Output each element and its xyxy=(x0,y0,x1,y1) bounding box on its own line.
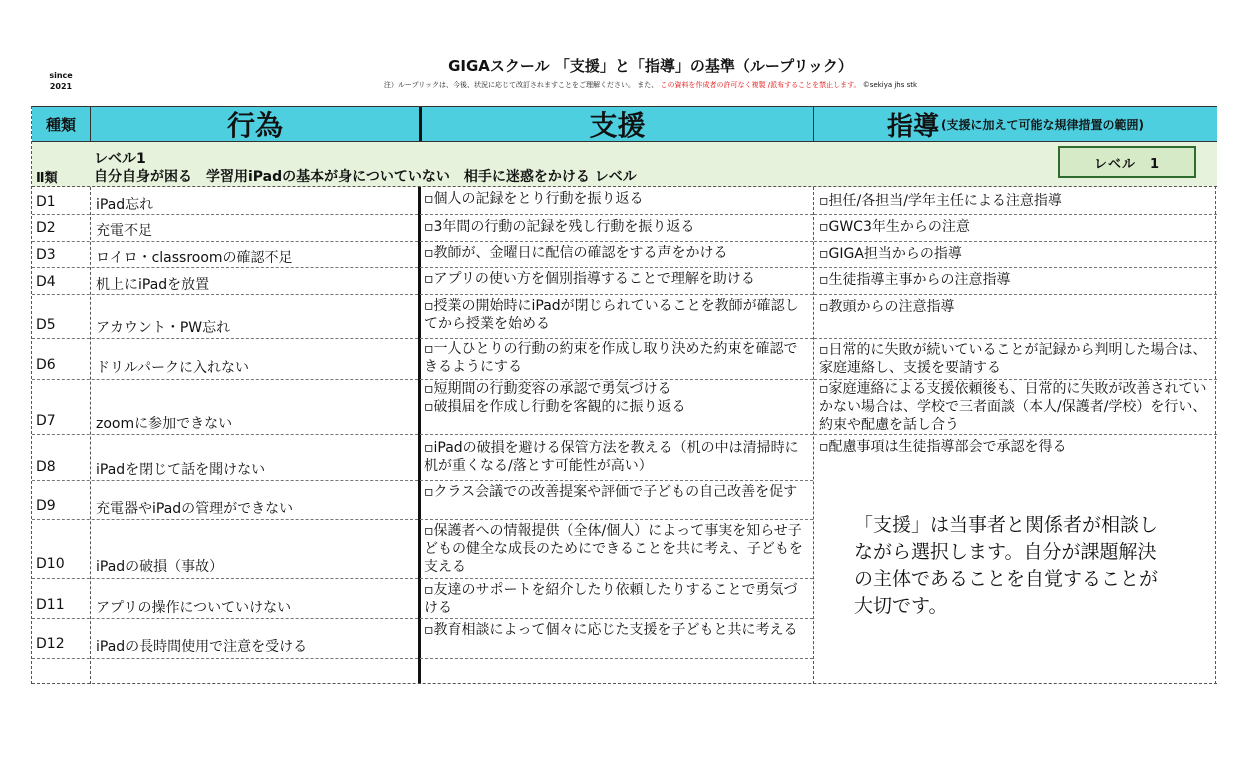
support-item: ▫iPadの破損を避ける保管方法を教える（机の中は清掃時に机が重くなる/落とす可能性が高い） xyxy=(424,440,799,474)
row-act: zoomに参加できない xyxy=(96,416,233,432)
level-title: レベル1 xyxy=(94,151,146,167)
divider xyxy=(814,434,1217,435)
row-code: D8 xyxy=(36,459,56,475)
divider xyxy=(420,294,813,295)
support-item: ▫アプリの使い方を個別指導することで理解を助ける xyxy=(424,271,755,287)
support-item: ▫一人ひとりの行動の約束を作成し取り決めた約束を確認できるようにする xyxy=(424,341,798,375)
divider xyxy=(814,338,1217,339)
divider xyxy=(418,187,421,684)
guidance-item: ▫GIGA担当からの指導 xyxy=(819,246,962,262)
col-guidance-header xyxy=(813,107,1217,141)
since-text: since xyxy=(49,71,73,80)
row-act: ドリルパークに入れない xyxy=(96,360,250,376)
row-code: D6 xyxy=(36,357,56,373)
guidance-item: ▫生徒指導主事からの注意指導 xyxy=(819,272,1011,288)
support-item: ▫破損届を作成し行動を客観的に振り返る xyxy=(424,399,686,415)
row-act: iPadを閉じて話を聞けない xyxy=(96,462,266,478)
support-item: ▫友達のサポートを紹介したり依頼したりすることで勇気づける xyxy=(424,582,798,616)
support-item: ▫教育相談によって個々に応じた支援を子どもと共に考える xyxy=(424,622,798,638)
rubric-table xyxy=(31,106,1216,684)
divider xyxy=(814,241,1217,242)
note-text: 注）ループリックは、今後、状況に応じて改訂されますことをご理解ください。 また、 xyxy=(383,81,659,89)
divider xyxy=(32,338,418,339)
divider xyxy=(420,434,813,435)
table-header xyxy=(32,106,1217,142)
divider xyxy=(32,294,418,295)
row-act: アカウント・PW忘れ xyxy=(96,320,231,336)
row-code: D12 xyxy=(36,636,65,652)
divider xyxy=(32,434,418,435)
guidance-item: ▫日常的に失敗が続いていることが記録から判明した場合は、家庭連絡し、支援を要請する xyxy=(819,342,1207,376)
support-item: ▫保護者への情報提供（全体/個人）によって事実を知らせ子どもの健全な成長のためにできることを共に考え、子どもを支える xyxy=(424,523,803,575)
divider xyxy=(420,267,813,268)
divider xyxy=(420,214,813,215)
guidance-item: ▫GWC3年生からの注意 xyxy=(819,219,970,235)
col-act-header: 行為 xyxy=(90,107,419,141)
row-act: iPadの長時間使用で注意を受ける xyxy=(96,639,308,655)
divider xyxy=(90,187,91,684)
row-code: D5 xyxy=(36,317,56,333)
divider xyxy=(420,578,813,579)
note-credit: ©sekiya jhs stk xyxy=(862,81,918,89)
row-act: アプリの操作についていけない xyxy=(96,600,292,616)
divider xyxy=(420,519,813,520)
divider xyxy=(32,480,418,481)
support-item: ▫教師が、金曜日に配信の確認をする声をかける xyxy=(424,245,728,261)
level-kind: Ⅱ類 xyxy=(36,171,58,186)
guidance-item: ▫担任/各担当/学年主任による注意指導 xyxy=(819,193,1062,209)
row-act: iPad忘れ xyxy=(96,197,154,213)
level-description: 自分自身が困る 学習用iPadの基本が身についていない 相手に迷惑をかける レベル xyxy=(94,169,637,185)
guidance-item: ▫家庭連絡による支援依頼後も、日常的に失敗が改善されていかない場合は、学校で三者面談（本人/保護者/学校）を行い、約束や配慮を話し合う xyxy=(819,381,1207,433)
row-code: D2 xyxy=(36,220,56,236)
row-act: ロイロ・classroomの確認不足 xyxy=(96,250,293,266)
divider xyxy=(32,519,418,520)
divider xyxy=(32,379,418,380)
callout-text: 「支援」は当事者と関係者が相談しながら選択します。自分が課題解決の主体であることを自覚することが大切です。 xyxy=(854,514,1159,617)
guidance-item: ▫教頭からの注意指導 xyxy=(819,299,955,315)
divider xyxy=(420,241,813,242)
row-code: D1 xyxy=(36,194,56,210)
row-code: D11 xyxy=(36,597,65,613)
support-item: ▫短期間の行動変容の承認で勇気づける xyxy=(424,381,672,397)
page-title: GIGAスクール 「支援」と「指導」の基準（ループリック） xyxy=(448,57,853,75)
divider xyxy=(32,267,418,268)
guidance-subtitle: (支援に加えて可能な規律措置の範囲) xyxy=(941,117,1144,132)
row-act: 充電不足 xyxy=(96,223,152,239)
row-code: D4 xyxy=(36,274,56,290)
divider xyxy=(813,187,814,684)
row-act: 充電器やiPadの管理ができない xyxy=(96,501,294,517)
row-code: D3 xyxy=(36,247,56,263)
col-support-header: 支援 xyxy=(419,107,813,141)
divider xyxy=(32,618,418,619)
divider xyxy=(814,294,1217,295)
guidance-title: 指導 xyxy=(887,111,940,142)
divider xyxy=(32,658,418,659)
divider xyxy=(420,658,813,659)
guidance-item: ▫配慮事項は生徒指導部会で承認を得る xyxy=(819,439,1067,455)
divider xyxy=(32,241,418,242)
support-item: ▫個人の記録をとり行動を振り返る xyxy=(424,191,644,207)
level-badge: レベル 1 xyxy=(1058,146,1196,178)
row-act: 机上にiPadを放置 xyxy=(96,277,210,293)
row-act: iPadの破損（事故） xyxy=(96,559,224,575)
divider xyxy=(814,267,1217,268)
level-band xyxy=(32,142,1217,187)
divider xyxy=(32,578,418,579)
row-code: D9 xyxy=(36,498,56,514)
divider xyxy=(420,480,813,481)
row-code: D10 xyxy=(36,556,65,572)
note-warning: この資料を作成者の許可なく複製 /派布することを禁止します。 xyxy=(660,81,861,89)
divider xyxy=(814,214,1217,215)
support-item: ▫授業の開始時にiPadが閉じられていることを教師が確認してから授業を始める xyxy=(424,298,799,332)
divider xyxy=(420,338,813,339)
support-item: ▫3年間の行動の記録を残し行動を振り返る xyxy=(424,219,695,235)
copyright-note xyxy=(0,80,1241,90)
support-item: ▫クラス会議での改善提案や評価で子どもの自己改善を促す xyxy=(424,484,798,500)
divider xyxy=(420,618,813,619)
since-year: 2021 xyxy=(49,82,73,91)
divider xyxy=(32,214,418,215)
col-kind-header: 種類 xyxy=(45,115,76,134)
row-code: D7 xyxy=(36,413,56,429)
divider xyxy=(32,683,1217,684)
